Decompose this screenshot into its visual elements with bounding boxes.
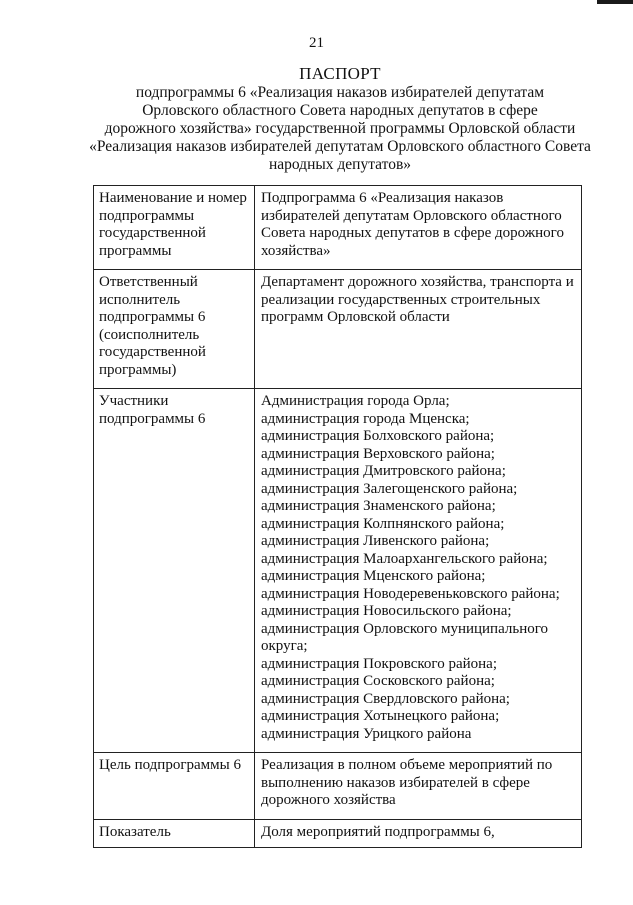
- table-row: [94, 186, 582, 270]
- row-label: Участники подпрограммы 6: [94, 389, 255, 753]
- participants-list: [255, 389, 582, 753]
- list-item: администрация Залегощенского района;: [261, 480, 518, 497]
- row-label: Наименование и номер подпрограммы государственной программы: [94, 186, 255, 270]
- list-item: администрация Хотынецкого района;: [261, 708, 500, 724]
- passport-table: [93, 185, 582, 848]
- table-row: [94, 753, 582, 820]
- scan-edge-mark: [597, 0, 633, 4]
- list-item: администрация Колпнянского района;: [261, 515, 505, 532]
- row-value: Реализация в полном объеме мероприятий по выполнению наказов избирателей в сфере дорожного хозяйства: [255, 753, 582, 820]
- list-item: администрация Новодеревеньковского района;: [261, 585, 560, 602]
- document-title: ПАСПОРТ: [299, 64, 381, 83]
- heading-line: народных депутатов»: [268, 156, 412, 173]
- row-value: Подпрограмма 6 «Реализация наказов избирателей депутатам Орловского областного Совета народных депутатов в сфере дорожного хозяйства»: [255, 186, 582, 270]
- list-item: администрация Свердловского района;: [261, 690, 510, 707]
- heading-line: дорожного хозяйства» государственной программы Орловской области: [104, 120, 576, 137]
- list-item: администрация Сосковского района;: [261, 673, 495, 689]
- row-label: Ответственный исполнитель подпрограммы 6 (соисполнитель государственной программы): [94, 270, 255, 389]
- row-value: Департамент дорожного хозяйства, транспорта и реализации государственных строительных программ Орловской области: [255, 270, 582, 389]
- heading-line: Орловского областного Совета народных депутатов в сфере: [142, 102, 538, 119]
- row-label: Цель подпрограммы 6: [94, 753, 255, 820]
- list-item: администрация Знаменского района;: [261, 498, 496, 514]
- list-item: округа;: [261, 638, 308, 654]
- list-item: администрация Мценского района;: [261, 568, 486, 584]
- list-item: администрация Верховского района;: [261, 445, 495, 462]
- list-item: администрация Урицкого района: [261, 725, 472, 742]
- document-heading: [60, 64, 620, 174]
- list-item: администрация Покровского района;: [261, 655, 497, 672]
- list-item: Администрация города Орла;: [261, 393, 450, 409]
- list-item: администрация Орловского муниципального: [261, 620, 548, 637]
- list-item: администрация Новосильского района;: [261, 603, 512, 619]
- table-row: [94, 270, 582, 389]
- heading-line: «Реализация наказов избирателей депутатам Орловского областного Совета: [89, 138, 591, 155]
- list-item: администрация города Мценска;: [261, 410, 470, 427]
- table-row: [94, 389, 582, 753]
- list-item: администрация Ливенского района;: [261, 533, 490, 549]
- row-value: Доля мероприятий подпрограммы 6,: [255, 819, 582, 848]
- row-label: Показатель: [94, 819, 255, 848]
- heading-line: подпрограммы 6 «Реализация наказов избирателей депутатам: [135, 84, 545, 101]
- list-item: администрация Дмитровского района;: [261, 463, 506, 479]
- table-row: [94, 819, 582, 848]
- list-item: администрация Болховского района;: [261, 428, 495, 444]
- list-item: администрация Малоархангельского района;: [261, 550, 548, 567]
- page-number: 21: [309, 35, 324, 51]
